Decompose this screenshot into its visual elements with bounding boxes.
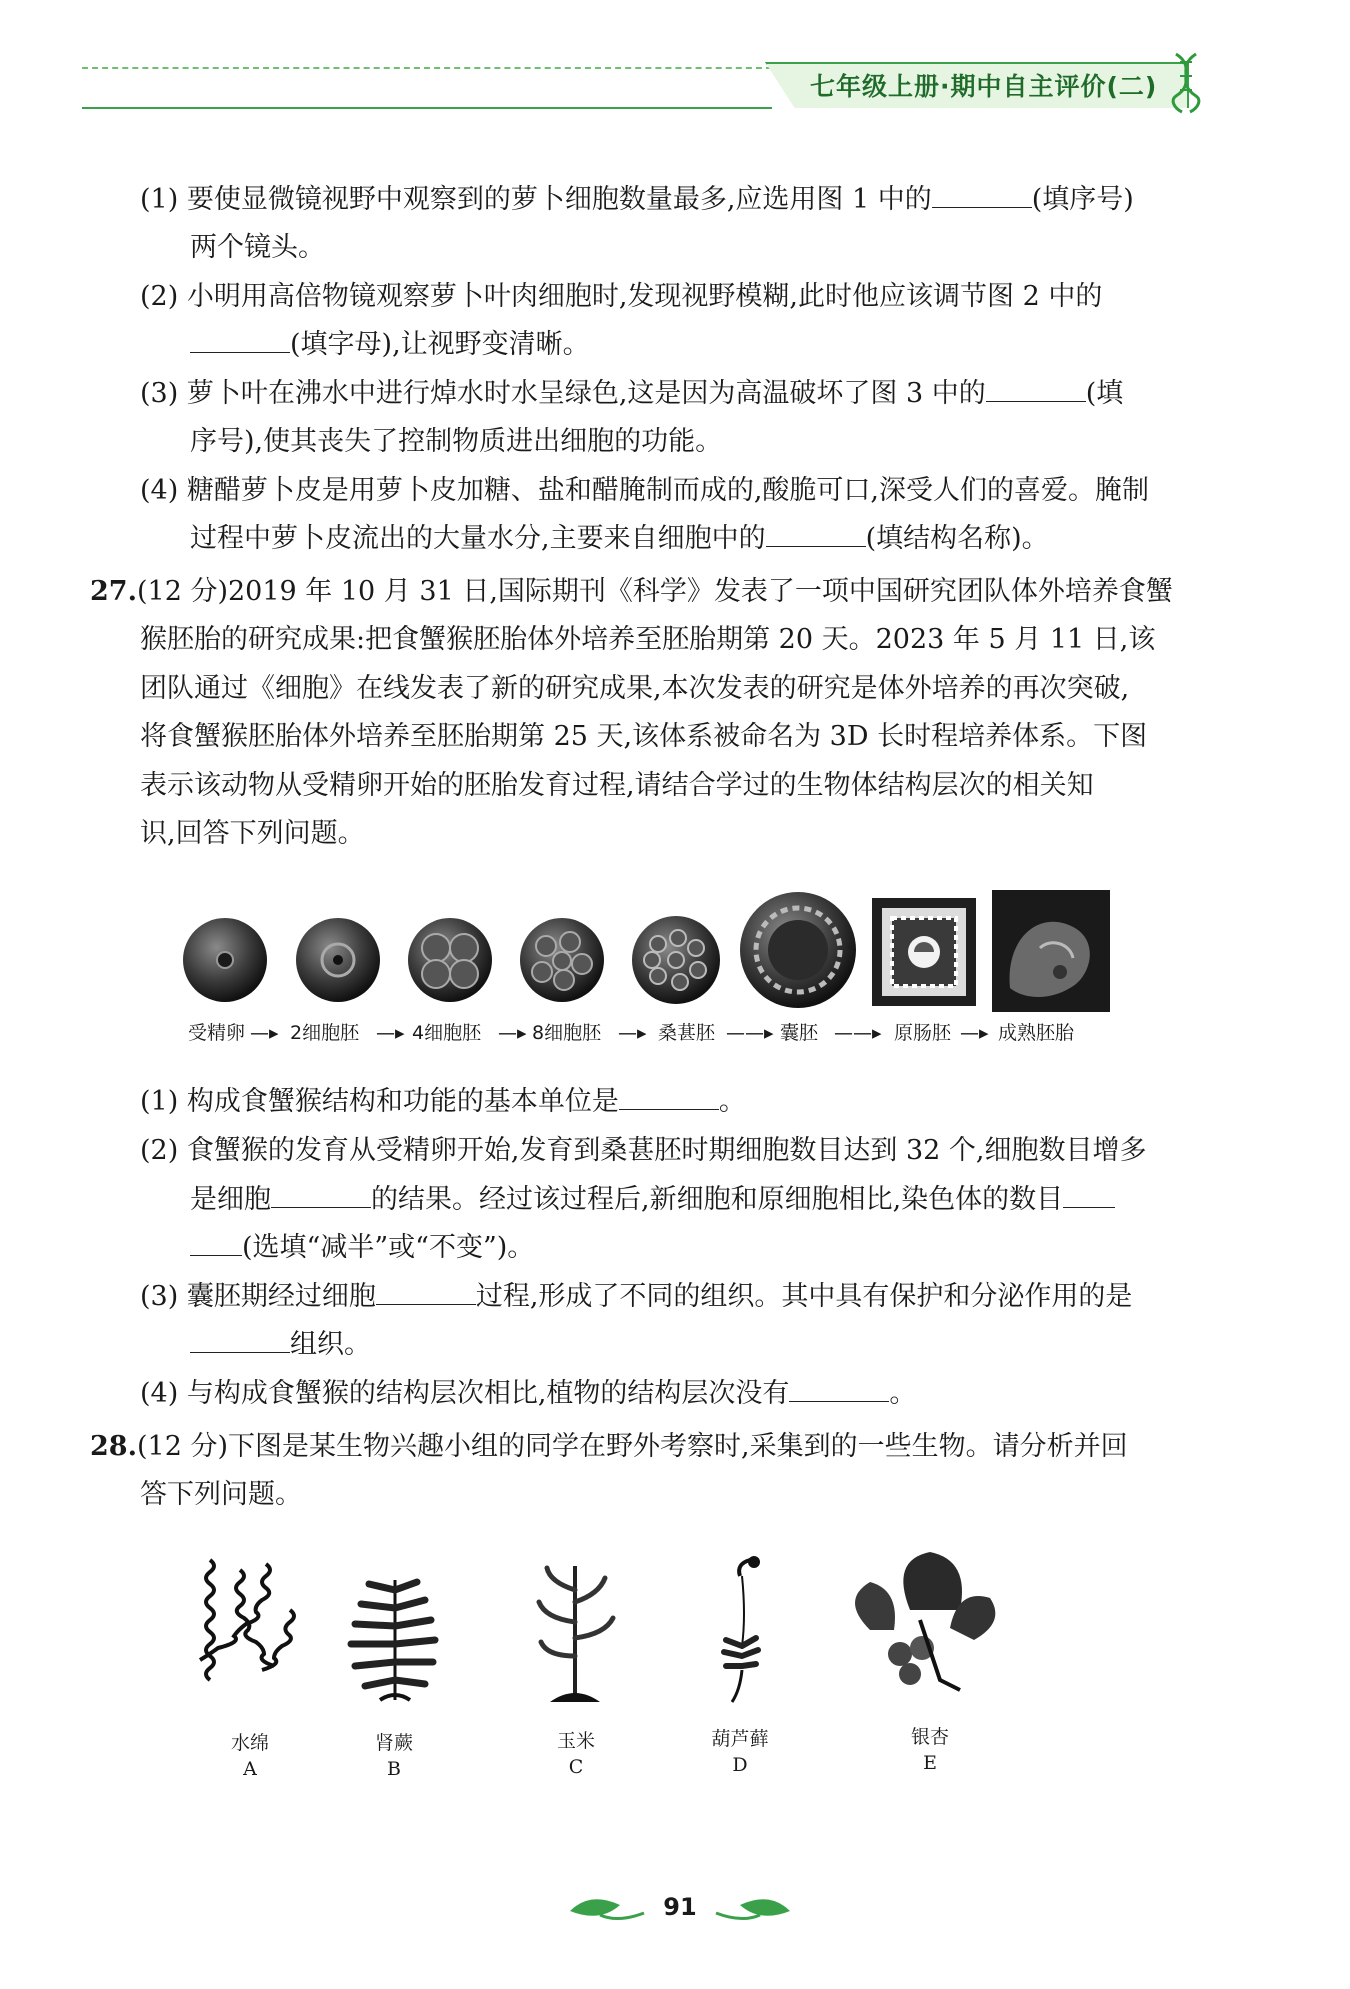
q27-part2-line3: (选填“减半”或“不变”)。 xyxy=(190,1228,534,1268)
spirogyra-image xyxy=(200,1560,294,1680)
answer-blank[interactable] xyxy=(190,1229,242,1256)
stage-arrow: —▸ xyxy=(376,1022,405,1044)
stage-label-zygote: 受精卵 xyxy=(188,1022,246,1044)
blastocyst-image xyxy=(740,892,856,1008)
mature-embryo-image xyxy=(992,890,1110,1012)
stage-arrow: —▸ xyxy=(960,1022,989,1044)
plant-name-b: 肾蕨 xyxy=(374,1732,413,1754)
q26-part1-line1: (1) 要使显微镜视野中观察到的萝卜细胞数量最多,应选用图 1 中的 (填序号) xyxy=(140,180,1134,220)
question-number: 28. xyxy=(90,1431,137,1462)
q27-part2-line1: (2) 食蟹猴的发育从受精卵开始,发育到桑葚胚时期细胞数目达到 32 个,细胞数目增多 xyxy=(140,1135,1147,1166)
answer-blank[interactable] xyxy=(986,375,1086,402)
header-dashed-line xyxy=(82,67,772,69)
plant-letter-a: A xyxy=(243,1758,257,1780)
answer-blank[interactable] xyxy=(789,1375,889,1402)
plant-letter-b: B xyxy=(387,1758,401,1780)
page-number: 91 xyxy=(663,1893,697,1921)
answer-blank[interactable] xyxy=(766,520,866,547)
funaria-moss-image xyxy=(724,1556,760,1702)
q26-part3-line2: 序号),使其丧失了控制物质进出细胞的功能。 xyxy=(190,426,723,457)
stage-arrow: —▸ xyxy=(250,1022,279,1044)
q27-intro-line5: 表示该动物从受精卵开始的胚胎发育过程,请结合学过的生物体结构层次的相关知 xyxy=(140,770,1094,801)
eight-cell-image xyxy=(520,918,604,1002)
q26-part1-line2: 两个镜头。 xyxy=(190,232,325,263)
q26-part2-line2: (填字母),让视野变清晰。 xyxy=(190,325,590,365)
corn-image xyxy=(539,1566,613,1702)
q28-intro-line2: 答下列问题。 xyxy=(140,1479,302,1510)
stage-label-8cell: 8细胞胚 xyxy=(532,1022,602,1044)
plant-letter-c: C xyxy=(568,1756,584,1778)
stage-label-blastocyst: 囊胚 xyxy=(780,1022,819,1044)
q27-intro-line4: 将食蟹猴胚胎体外培养至胚胎期第 25 天,该体系被命名为 3D 长时程培养体系。下图 xyxy=(140,721,1148,752)
dna-icon xyxy=(1168,52,1204,114)
q27-intro-line3: 团队通过《细胞》在线发表了新的研究成果,本次发表的研究是体外培养的再次突破, xyxy=(140,673,1130,704)
q26-part4-line1: (4) 糖醋萝卜皮是用萝卜皮加糖、盐和醋腌制而成的,酸脆可口,深受人们的喜爱。腌制 xyxy=(140,475,1149,506)
plant-name-c: 玉米 xyxy=(556,1730,595,1752)
answer-blank[interactable] xyxy=(190,1326,290,1353)
stage-label-gastrula: 原肠胚 xyxy=(894,1022,952,1044)
embryo-development-figure xyxy=(180,888,1130,1048)
kidney-fern-image xyxy=(351,1580,435,1700)
stage-arrow: ——▸ xyxy=(726,1022,774,1044)
answer-blank[interactable] xyxy=(619,1083,719,1110)
morula-image xyxy=(632,916,720,1004)
gastrula-image xyxy=(872,898,976,1006)
q27-part1: (1) 构成食蟹猴结构和功能的基本单位是 。 xyxy=(140,1082,746,1122)
four-cell-image xyxy=(408,918,492,1002)
plant-name-a: 水绵 xyxy=(230,1732,269,1754)
stage-arrow: —▸ xyxy=(618,1022,647,1044)
q27-intro-line2: 猴胚胎的研究成果:把食蟹猴胚胎体外培养至胚胎期第 20 天。2023 年 5 月 11 日,该 xyxy=(140,624,1156,655)
answer-blank[interactable] xyxy=(376,1278,476,1305)
stage-label-mature-embryo: 成熟胚胎 xyxy=(998,1022,1075,1044)
answer-blank[interactable] xyxy=(1063,1181,1115,1208)
q27-intro-line1: 27.(12 分)2019 年 10 月 31 日,国际期刊《科学》发表了一项中国研究团队体外培养食蟹 xyxy=(90,576,1173,607)
ginkgo-image xyxy=(855,1552,995,1690)
q27-part2-line2: 是细胞 的结果。经过该过程后,新细胞和原细胞相比,染色体的数目 xyxy=(190,1180,1115,1220)
q28-intro-line1: 28.(12 分)下图是某生物兴趣小组的同学在野外考察时,采集到的一些生物。请分析并回 xyxy=(90,1431,1128,1462)
plant-name-d: 葫芦藓 xyxy=(711,1728,769,1750)
q26-part2-line1: (2) 小明用高倍物镜观察萝卜叶肉细胞时,发现视野模糊,此时他应该调节图 2 中的 xyxy=(140,281,1103,312)
plant-name-e: 银杏 xyxy=(910,1726,949,1748)
header-rule xyxy=(82,107,772,109)
plant-letter-d: D xyxy=(732,1754,748,1776)
plant-images xyxy=(180,1550,1130,1720)
plants-figure xyxy=(180,1550,1130,1780)
zygote-image xyxy=(183,918,267,1002)
stage-label-2cell: 2细胞胚 xyxy=(290,1022,360,1044)
q27-part4: (4) 与构成食蟹猴的结构层次相比,植物的结构层次没有 。 xyxy=(140,1374,916,1414)
answer-blank[interactable] xyxy=(932,181,1032,208)
stage-arrow: —▸ xyxy=(498,1022,527,1044)
page-footer xyxy=(560,1885,800,1935)
header-title: 七年级上册·期中自主评价(二) xyxy=(810,72,1158,101)
stage-label-morula: 桑葚胚 xyxy=(658,1022,716,1044)
q26-part4-line2: 过程中萝卜皮流出的大量水分,主要来自细胞中的 (填结构名称)。 xyxy=(190,519,1049,559)
question-number: 27. xyxy=(90,576,137,607)
plant-letter-e: E xyxy=(923,1752,937,1774)
two-cell-image xyxy=(296,918,380,1002)
answer-blank[interactable] xyxy=(190,326,290,353)
stage-label-4cell: 4细胞胚 xyxy=(412,1022,482,1044)
stage-arrow: ——▸ xyxy=(834,1022,882,1044)
q27-intro-line6: 识,回答下列问题。 xyxy=(140,818,365,849)
q27-part3-line2: 组织。 xyxy=(190,1325,371,1365)
answer-blank[interactable] xyxy=(271,1181,371,1208)
q27-part3-line1: (3) 囊胚期经过细胞 过程,形成了不同的组织。其中具有保护和分泌作用的是 xyxy=(140,1277,1132,1317)
embryo-images xyxy=(180,888,1130,1013)
q26-part3-line1: (3) 萝卜叶在沸水中进行焯水时水呈绿色,这是因为高温破坏了图 3 中的 (填 xyxy=(140,374,1123,414)
